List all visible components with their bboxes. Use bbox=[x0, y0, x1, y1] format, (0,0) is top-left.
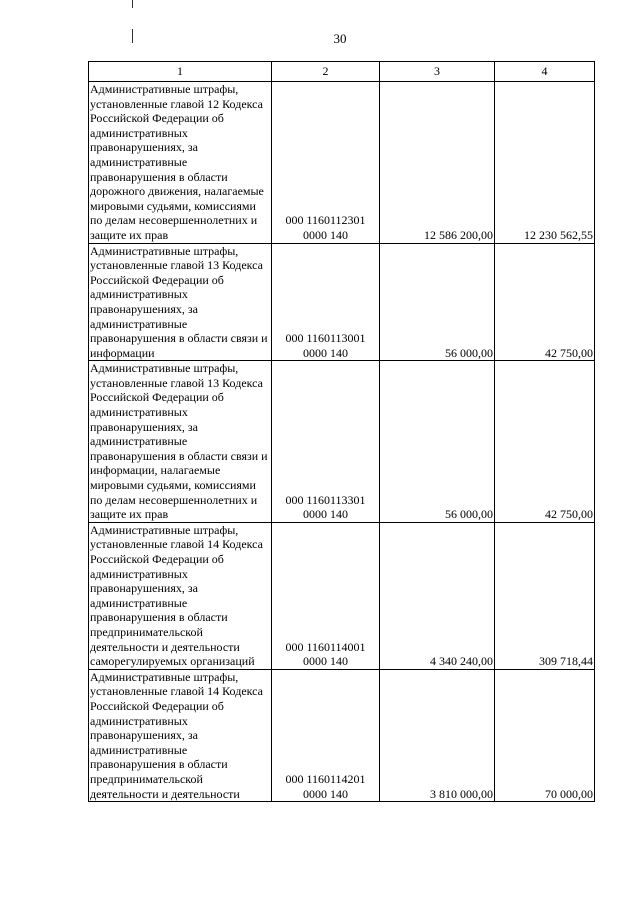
row-name: Административные штрафы, установленные главой 13 Кодекса Российской Федерации об административных правонарушениях, за административные правонарушения в области связи и информации bbox=[89, 243, 272, 361]
revenue-table bbox=[88, 61, 595, 802]
table-header-row bbox=[89, 62, 595, 82]
row-plan-value: 56 000,00 bbox=[380, 243, 495, 361]
table-row bbox=[89, 243, 595, 361]
column-header: 3 bbox=[380, 62, 495, 82]
row-code: 000 1160113001 0000 140 bbox=[272, 243, 380, 361]
row-fact-value: 12 230 562,55 bbox=[495, 82, 595, 244]
row-code: 000 1160114001 0000 140 bbox=[272, 522, 380, 669]
column-header: 4 bbox=[495, 62, 595, 82]
row-code: 000 1160113301 0000 140 bbox=[272, 361, 380, 523]
table-row bbox=[89, 522, 595, 669]
row-code: 000 1160114201 0000 140 bbox=[272, 669, 380, 801]
row-plan-value: 3 810 000,00 bbox=[380, 669, 495, 801]
column-header: 1 bbox=[89, 62, 272, 82]
row-name: Административные штрафы, установленные главой 14 Кодекса Российской Федерации об административных правонарушениях, за административные правонарушения в области предпринимательской деятельности и деятельности bbox=[89, 669, 272, 801]
row-plan-value: 4 340 240,00 bbox=[380, 522, 495, 669]
row-fact-value: 70 000,00 bbox=[495, 669, 595, 801]
row-code: 000 1160112301 0000 140 bbox=[272, 82, 380, 244]
row-name: Административные штрафы, установленные главой 14 Кодекса Российской Федерации об административных правонарушениях, за административные правонарушения в области предпринимательской деятельности и деятельности саморегулируемых организаций bbox=[89, 522, 272, 669]
row-fact-value: 309 718,44 bbox=[495, 522, 595, 669]
row-name: Административные штрафы, установленные главой 13 Кодекса Российской Федерации об административных правонарушениях, за административные правонарушения в области связи и информации, налагаемые мировыми судьями, комиссиями по делам несовершеннолетних и защите их прав bbox=[89, 361, 272, 523]
row-fact-value: 42 750,00 bbox=[495, 243, 595, 361]
table-row bbox=[89, 82, 595, 244]
row-plan-value: 12 586 200,00 bbox=[380, 82, 495, 244]
column-header: 2 bbox=[272, 62, 380, 82]
table-row bbox=[89, 669, 595, 801]
row-name: Административные штрафы, установленные главой 12 Кодекса Российской Федерации об административных правонарушениях, за административные правонарушения в области дорожного движения, налагаемые мировыми судьями, комиссиями по делам несовершеннолетних и защите их прав bbox=[89, 82, 272, 244]
row-plan-value: 56 000,00 bbox=[380, 361, 495, 523]
table-row bbox=[89, 361, 595, 523]
row-fact-value: 42 750,00 bbox=[495, 361, 595, 523]
binding-mark bbox=[132, 0, 133, 8]
page-number: 30 bbox=[333, 31, 347, 46]
